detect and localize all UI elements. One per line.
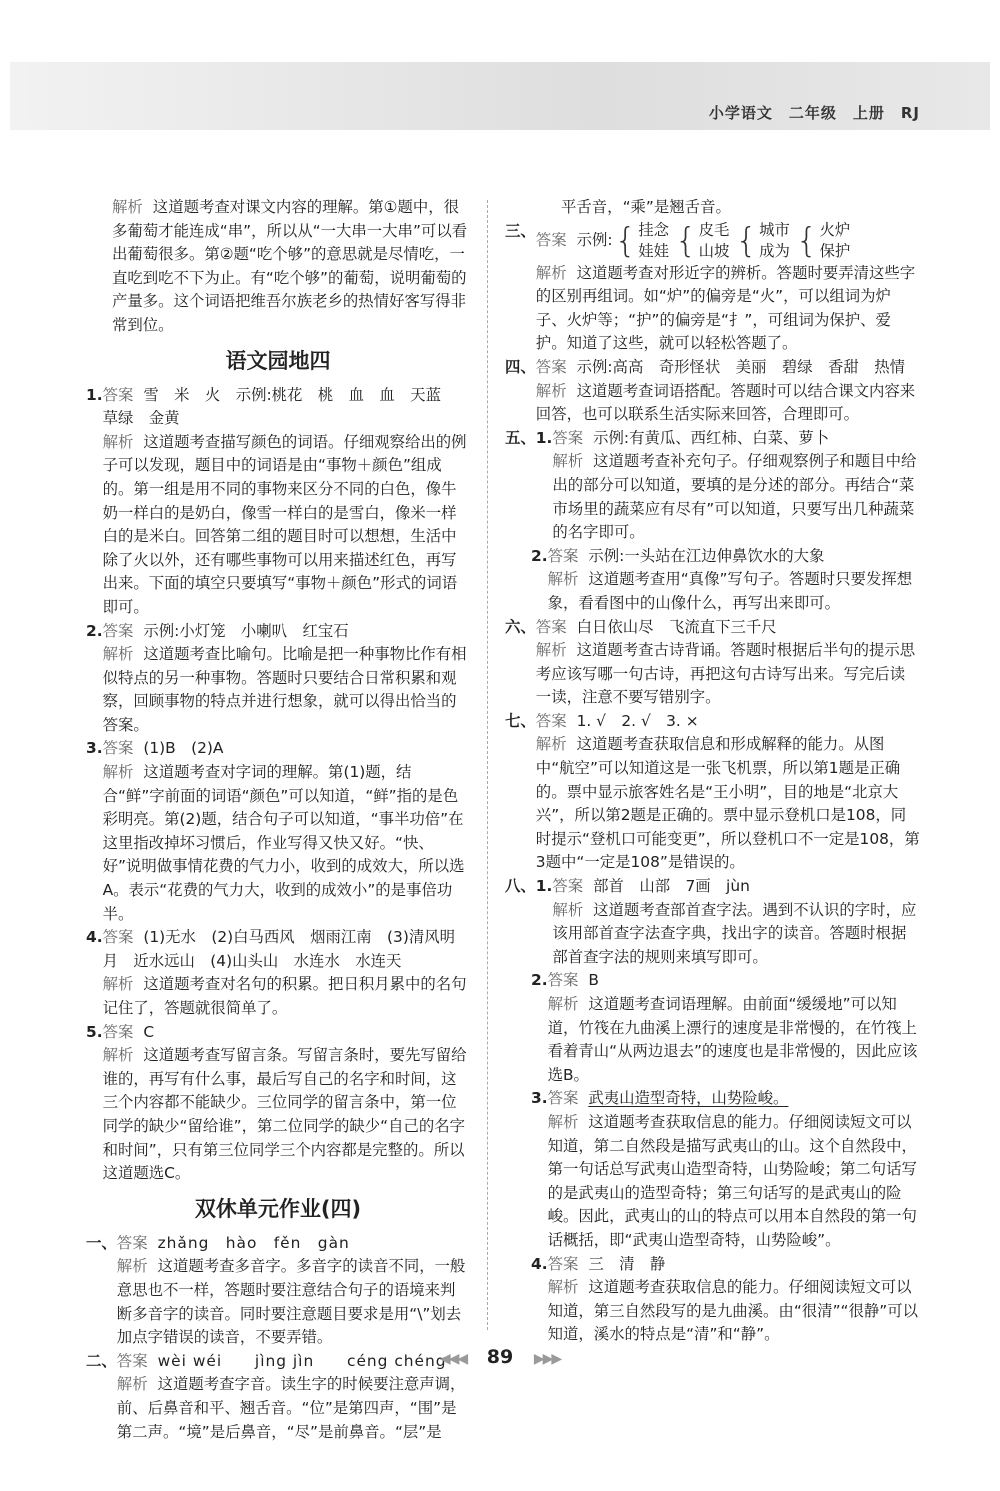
answer: 答案 (1)B (2)A <box>102 739 224 758</box>
page-footer <box>0 1346 1000 1368</box>
continued-text: 平舌音，“乘”是翘舌音。 <box>561 198 731 216</box>
analysis: 解析 这道题考查描写颜色的词语。仔细观察给出的例子可以发现，题目中的词语是由“事物＋颜色”组成的。第一组是用不同的事物来区分不同的白色，像牛奶一样白的是奶白，像雪一样白的是雪白，像米一样白的是米白。回答第二组的题目时可以想想，生活中除了火以外，还有哪些事物可以用来描述红色，再写出来。下面的填空只要填写“事物＋颜色”形式的词语即可。 <box>102 432 467 616</box>
question-4: 4. 答案 (1)无水 (2)白马西风 烟雨江南 (3)清风明月 近水远山 (4)山头山 水连水 水连天 解析 这道题考查对名句的积累。把日积月累中的名句记住了，答题就很简单了。 <box>86 926 470 1020</box>
section-title-yuwen-yuandi: 语文园地四 <box>225 348 331 373</box>
answer: 答案 雪 米 火 示例:桃花 桃 血 血 天蓝 草绿 金黄 <box>102 385 457 428</box>
prev-arrows-icon: ◀◀◀ <box>439 1351 467 1367</box>
analysis: 解析 这道题考查补充句子。仔细观察例子和题目中给出的部分可以知道，要填的是分述的部分。再结合“菜市场里的蔬菜应有尽有”可以知道，只要写出几种蔬菜的名字即可。 <box>552 452 917 542</box>
analysis: 解析 这道题考查获取信息的能力。仔细阅读短文可以知道，第三自然段写的是九曲溪。由“很清”“很静”可以知道，溪水的特点是“清”和“静”。 <box>547 1278 919 1344</box>
section-7: 七、 答案 1. √ 2. √ 3. × 解析 这道题考查获取信息和形成解释的能力。从图中“航空”可以知道这是一张飞机票，所以第1题是正确的。票中显示旅客姓名是“王小明”，目的地是“北京大兴”，所以第2题是正确的。票中显示登机口是108，同时提示“登机口可能变更”，所以登机口不一定是108，第3题中“一定是108”是错误的。 <box>505 710 920 875</box>
analysis: 解析 这道题考查多音字。多音字的读音不同，一般意思也不一样，答题时要注意结合句子的语境来判断多音字的读音。同时要注意题目要求是用“\”划去加点字错误的读音，不要弄错。 <box>116 1257 466 1347</box>
answer: 答案 C <box>102 1022 155 1041</box>
section-8-2: 2. 答案 B 解析 这道题考查词语理解。由前面“缓缓地”可以知道，竹筏在九曲溪上漂行的速度是非常慢的，在竹筏上看着青山“从两边退去”的速度也是非常慢的，因此应该选B。 <box>505 969 920 1087</box>
analysis: 解析 这道题考查对字词的理解。第(1)题，结合“鲜”字前面的词语“颜色”可以知道，“鲜”指的是色彩明亮。第(2)题，结合句子可以知道，“事半功倍”在这里指改掉坏习惯后，作业写得又快又好。“快、好”说明做事情花费的气力小，收到的成效大，所以选A。表示“花费的气力大，收到的成效小”的是事倍功半。 <box>102 763 465 923</box>
analysis: 解析 这道题考查词语理解。由前面“缓缓地”可以知道，竹筏在九曲溪上漂行的速度是非常慢的，在竹筏上看着青山“从两边退去”的速度也是非常慢的，因此应该选B。 <box>547 995 918 1084</box>
section-3: 三、 答案 示例: { 挂念 娃娃 { 皮毛 山坡 { 城市 成为 { 火炉 保护 解析 这道题考查对形近字的辨析。答题时要弄清这些字的区别再组词。如“炉”的偏旁是“火”，可以组词为炉子、火炉等；“护”的偏旁是“扌”，可组词为保护、爱护。知道了这些，就可以轻松答题了。 <box>505 220 920 356</box>
page-number: 89 <box>486 1346 514 1368</box>
analysis: 解析 这道题考查用“真像”写句子。答题时只要发挥想象，看看图中的山像什么，再写出来即可。 <box>547 570 913 612</box>
answer: 答案 三 清 静 <box>547 1254 666 1273</box>
analysis: 解析 这道题考查写留言条。写留言条时，要先写留给谁的，再写有什么事，最后写自己的名字和时间，这三个内容都不能缺少。三位同学的留言条中，第一位同学的缺少“留给谁”，第二位同学的缺少“自己的名字和时间”，只有第三位同学三个内容都是完整的。所以这道题选C。 <box>102 1046 467 1183</box>
section-title-weekend-homework: 双休单元作业(四) <box>194 1196 362 1221</box>
answer: 答案 zhǎng hào fěn gàn <box>116 1233 350 1252</box>
section-2: 二、 答案 wèi wéi jìng jìn céng chéng 解析 这道题考查字音。读生字的时候要注意声调，前、后鼻音和平、翘舌音。“位”是第四声，“围”是第二声。“境”是后鼻音，“尽”是前鼻音。“层”是 <box>86 1350 470 1444</box>
answer: 答案 部首 山部 7画 jùn <box>552 877 750 896</box>
answer: 答案 1. √ 2. √ 3. × <box>535 711 699 730</box>
answer: 答案 示例: { 挂念 娃娃 { 皮毛 山坡 { 城市 成为 { 火炉 保护 <box>535 220 851 261</box>
page-header <box>10 62 990 130</box>
next-arrows-icon: ▶▶▶ <box>533 1351 561 1367</box>
word-group: { 城市 成为 <box>735 220 790 261</box>
analysis: 解析 这道题考查获取信息的能力。仔细阅读短文可以知道，第二自然段是描写武夷山的山。这个自然段中，第一句话总写武夷山造型奇特，山势险峻；第二句话写的是武夷山的造型奇特；第三句话写的是武夷山的险峻。因此，武夷山的山的特点可以用本自然段的第一句话概括，即“武夷山造型奇特，山势险峻”。 <box>547 1112 917 1249</box>
question-5: 5. 答案 C 解析 这道题考查写留言条。写留言条时，要先写留给谁的，再写有什么事，最后写自己的名字和时间，这三个内容都不能缺少。三位同学的留言条中，第一位同学的缺少“留给谁”，第二位同学的缺少“自己的名字和时间”，只有第三位同学三个内容都是完整的。所以这道题选C。 <box>86 1021 470 1186</box>
word-group: { 皮毛 山坡 <box>675 220 730 261</box>
section-6: 六、 答案 白日依山尽 飞流直下三千尺 解析 这道题考查古诗背诵。答题时根据后半句的提示思考应该写哪一句古诗，再把这句古诗写出来。写完后读一读，注意不要写错别字。 <box>505 616 920 710</box>
analysis: 解析 这道题考查获取信息和形成解释的能力。从图中“航空”可以知道这是一张飞机票，所以第1题是正确的。票中显示旅客姓名是“王小明”，目的地是“北京大兴”，所以第2题是正确的。票中显示登机口是108，同时提示“登机口可能变更”，所以登机口不一定是108，第3题中“一定是108”是错误的。 <box>535 735 920 872</box>
analysis: 解析 这道题考查古诗背诵。答题时根据后半句的提示思考应该写哪一句古诗，再把这句古诗写出来。写完后读一读，注意不要写错别字。 <box>535 641 916 707</box>
section-8-1: 八、1. 答案 部首 山部 7画 jùn 解析 这道题考查部首查字法。遇到不认识的字时，应该用部首查字法查字典，找出字的读音。答题时根据部首查字法的规则来填写即可。 <box>505 875 920 969</box>
answer: 答案 白日依山尽 飞流直下三千尺 <box>535 617 777 636</box>
section-8-3: 3. 答案 武夷山造型奇特，山势险峻。 解析 这道题考查获取信息的能力。仔细阅读短文可以知道，第二自然段是描写武夷山的山。这个自然段中，第一句话总写武夷山造型奇特，山势险峻；第二句话写的是武夷山的造型奇特；第三句话写的是武夷山的险峻。因此，武夷山的山的特点可以用本自然段的第一句话概括，即“武夷山造型奇特，山势险峻”。 <box>505 1087 920 1252</box>
analysis: 解析 这道题考查比喻句。比喻是把一种事物比作有相似特点的另一种事物。答题时只要结合日常积累和观察，回顾事物的特点并进行想象，就可以得出恰当的答案。 <box>102 645 467 734</box>
word-group: { 火炉 保护 <box>795 220 851 261</box>
section-5-2: 2. 答案 示例:一头站在江边伸鼻饮水的大象 解析 这道题考查用“真像”写句子。答题时只要发挥想象，看看图中的山像什么，再写出来即可。 <box>505 545 920 616</box>
section-1: 一、 答案 zhǎng hào fěn gàn 解析 这道题考查多音字。多音字的读音不同，一般意思也不一样，答题时要注意结合句子的语境来判断多音字的读音。同时要注意题目要求是用“\”划去加点字错误的读音，不要弄错。 <box>86 1232 470 1350</box>
answer: 答案 wèi wéi jìng jìn céng chéng <box>116 1351 447 1370</box>
answer: 答案 B <box>547 971 599 990</box>
answer: 答案 示例:小灯笼 小喇叭 红宝石 <box>102 621 349 640</box>
analysis: 解析 这道题考查字音。读生字的时候要注意声调，前、后鼻音和平、翘舌音。“位”是第四声，“围”是第二声。“境”是后鼻音，“尽”是前鼻音。“层”是 <box>116 1375 466 1441</box>
section-8-4: 4. 答案 三 清 静 解析 这道题考查获取信息的能力。仔细阅读短文可以知道，第三自然段写的是九曲溪。由“很清”“很静”可以知道，溪水的特点是“清”和“静”。 <box>505 1253 920 1347</box>
question-3: 3. 答案 (1)B (2)A 解析 这道题考查对字词的理解。第(1)题，结合“鲜”字前面的词语“颜色”可以知道，“鲜”指的是色彩明亮。第(2)题，结合句子可以知道，“事半功倍”在这里指改掉坏习惯后，作业写得又快又好。“快、好”说明做事情花费的气力小，收到的成效大，所以选A。表示“花费的气力大，收到的成效小”的是事倍功半。 <box>86 737 470 926</box>
left-column <box>86 196 470 1444</box>
answer: 答案 示例:高高 奇形怪状 美丽 碧绿 香甜 热情 <box>535 357 905 376</box>
analysis: 解析 这道题考查部首查字法。遇到不认识的字时，应该用部首查字法查字典，找出字的读音。答题时根据部首查字法的规则来填写即可。 <box>552 900 917 966</box>
section-4: 四、 答案 示例:高高 奇形怪状 美丽 碧绿 香甜 热情 解析 这道题考查词语搭配。答题时可以结合课文内容来回答，也可以联系生活实际来回答，合理即可。 <box>505 356 920 427</box>
section-5-1: 五、1. 答案 示例:有黄瓜、西红柿、白菜、萝卜 解析 这道题考查补充句子。仔细观察例子和题目中给出的部分可以知道，要填的是分述的部分。再结合“菜市场里的蔬菜应有尽有”可以知道，只要写出几种蔬菜的名字即可。 <box>505 427 920 545</box>
analysis: 解析 这道题考查对形近字的辨析。答题时要弄清这些字的区别再组词。如“炉”的偏旁是“火”，可以组词为炉子、火炉等；“护”的偏旁是“扌”，可组词为保护、爱护。知道了这些，就可以轻松答题了。 <box>535 263 916 353</box>
word-group: { 挂念 娃娃 <box>614 220 669 261</box>
question-1: 1. 答案 雪 米 火 示例:桃花 桃 血 血 天蓝 草绿 金黄 解析 这道题考查描写颜色的词语。仔细观察给出的例子可以发现，题目中的词语是由“事物＋颜色”组成的。第一组是用不同的事物来区分不同的白色，像牛奶一样白的是奶白，像雪一样白的是雪白，像米一样白的是米白。回答第二组的题目时可以想想，生活中除了火以外，还有哪些事物可以用来描述红色，再写出来。下面的填空只要填写“事物＋颜色”形式的词语即可。 <box>86 384 470 620</box>
answer: 答案 (1)无水 (2)白马西风 烟雨江南 (3)清风明月 近水远山 (4)山头山 水连水 水连天 <box>102 928 456 970</box>
analysis: 解析 这道题考查词语搭配。答题时可以结合课文内容来回答，也可以联系生活实际来回答，合理即可。 <box>535 381 916 424</box>
question-2: 2. 答案 示例:小灯笼 小喇叭 红宝石 解析 这道题考查比喻句。比喻是把一种事物比作有相似特点的另一种事物。答题时只要结合日常积累和观察，回顾事物的特点并进行想象，就可以得出恰当的答案。 <box>86 620 470 738</box>
answer: 答案 示例:一头站在江边伸鼻饮水的大象 <box>547 546 825 565</box>
answer: 答案 示例:有黄瓜、西红柿、白菜、萝卜 <box>552 428 830 447</box>
analysis: 解析 这道题考查对名句的积累。把日积月累中的名句记住了，答题就很简单了。 <box>102 975 467 1017</box>
intro-analysis: 解析 这道题考查对课文内容的理解。第①题中，很多葡萄才能连成“串”，所以从“一大串一大串”可以看出葡萄很多。第②题“吃个够”的意思就是尽情吃，一直吃到吃不下为止。有“吃个够”的葡萄，说明葡萄的产量多。这个词语把维吾尔族老乡的热情好客写得非常到位。 <box>112 198 468 334</box>
right-column <box>505 196 920 1347</box>
answer: 答案 武夷山造型奇特，山势险峻。 <box>547 1089 789 1108</box>
column-divider <box>487 200 488 1330</box>
header-title: 小学语文 二年级 上册 RJ <box>708 104 920 122</box>
